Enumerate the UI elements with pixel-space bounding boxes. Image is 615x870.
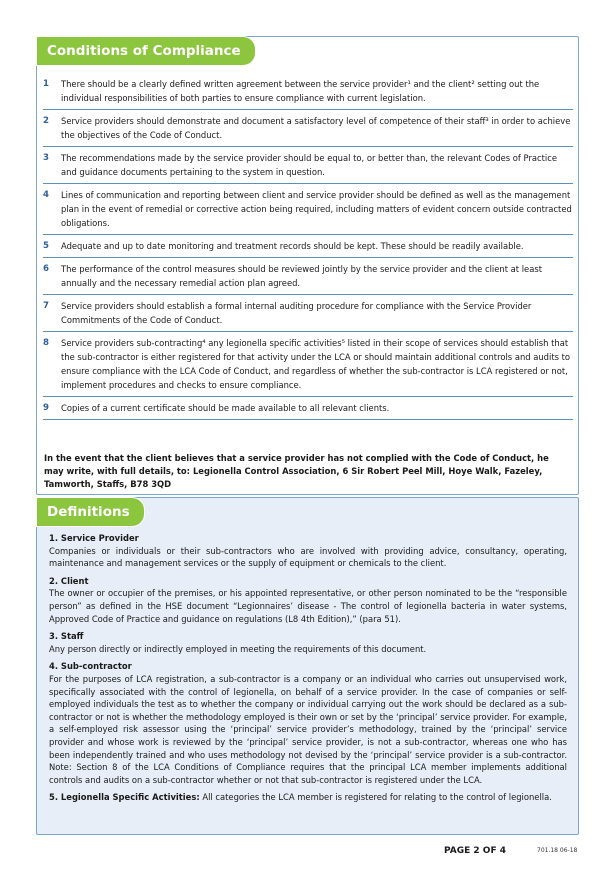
condition-number: 4 xyxy=(43,190,49,200)
page-number: PAGE 2 OF 4 xyxy=(444,846,506,856)
condition-text: Lines of communication and reporting between client and service provider should be defined as well as the management plan in the event of remedial or corrective action being required, including matters of evident concern outside contracted obligations. xyxy=(61,190,572,228)
condition-text: The recommendations made by the service provider should be equal to, or better than, the relevant Codes of Practice and guidance documents pertaining to the system in question. xyxy=(61,153,557,177)
condition-number: 2 xyxy=(43,116,49,126)
condition-text: Service providers sub-contracting⁴ any legionella specific activities⁵ listed in their scope of services should establish that the sub-contractor is either registered for that activity under the LCA or should maintain additional controls and audits to ensure compliance with the LCA Code of Conduct, and regardless of whether the sub-contractor is LCA registered or not, implement procedures and checks to ensure compliance. xyxy=(61,338,571,390)
condition-text: Service providers should demonstrate and document a satisfactory level of competence of their staff³ in order to achieve the objectives of the Code of Conduct. xyxy=(61,116,571,140)
condition-number: 6 xyxy=(43,264,49,274)
definition-item xyxy=(49,532,567,570)
condition-text: Adequate and up to date monitoring and treatment records should be kept. These should be readily available. xyxy=(61,241,524,251)
definition-body: Any person directly or indirectly employed in meeting the requirements of this document. xyxy=(49,643,427,654)
condition-number: 8 xyxy=(43,338,49,348)
condition-item xyxy=(43,295,573,332)
definition-item xyxy=(49,791,567,804)
condition-text: The performance of the control measures should be reviewed jointly by the service provider and the client at least annually and the necessary remedial action plan agreed. xyxy=(61,264,542,288)
condition-number: 3 xyxy=(43,153,49,163)
compliance-heading: Conditions of Compliance xyxy=(36,36,256,66)
definition-title: 3. Staff xyxy=(49,631,84,642)
definitions-list xyxy=(49,532,567,809)
condition-item xyxy=(43,258,573,295)
condition-text: There should be a clearly defined written agreement between the service provider¹ and the client² setting out the individual responsibilities of both parties to ensure compliance with current legislation. xyxy=(61,79,540,103)
compliance-list xyxy=(43,73,573,420)
definition-body: Companies or individuals or their sub-contractors who are involved with providing advice, consultancy, operating, maintenance and management services or the supply of equipment or chemicals to the client. xyxy=(49,545,567,569)
definition-title: 1. Service Provider xyxy=(49,533,139,543)
condition-item xyxy=(43,110,573,147)
condition-text: Copies of a current certificate should be made available to all relevant clients. xyxy=(61,403,390,413)
condition-item xyxy=(43,397,573,420)
definition-title: 4. Sub-contractor xyxy=(49,661,132,672)
condition-item xyxy=(43,73,573,110)
condition-text: Service providers should establish a formal internal auditing procedure for compliance with the Service Provider Commitments of the Code of Conduct. xyxy=(61,301,532,325)
condition-number: 5 xyxy=(43,241,49,251)
definition-title: 2. Client xyxy=(49,575,89,586)
condition-item xyxy=(43,235,573,258)
condition-number: 1 xyxy=(43,79,49,89)
condition-item xyxy=(43,332,573,397)
definition-item xyxy=(49,630,567,655)
condition-number: 9 xyxy=(43,403,49,413)
definitions-section xyxy=(36,497,579,835)
definition-item xyxy=(49,575,567,625)
complaint-note: In the event that the client believes that a service provider has not complied with the Code of Conduct, he may write, with full details, to: Legionella Control Association, 6 Sir Robert Peel Mill, Hoye Walk, Fazeley, Tamworth, Staffs, B78 3QD xyxy=(44,453,549,489)
definition-body: For the purposes of LCA registration, a sub-contractor is a company or an individual who carries out unsupervised work, specifically associated with the control of legionella, on behalf of a service provider. In the case of companies or self-employed individuals the test as to whether the company or individual carrying out the work should be declared as a sub-contractor or not is whether the methodology employed is their own or set by the ‘principal’ service provider. For example, a self-employed risk assessor using the ‘principal’ service provider’s methodology, trained by the ‘principal’ service provider and whose work is reviewed by the ‘principal’ service provider, is not a sub-contractor, whereas one who has been independently trained and who uses methodology not devised by the ‘principal’ service provider is a sub-contractor. Note: Section 8 of the LCA Conditions of Compliance requires that the principal LCA member implements additional controls and audits on a sub-contractor whether or not that sub-contractor is registered under the LCA. xyxy=(49,673,567,785)
document-code: 701.18 06-18 xyxy=(537,847,578,854)
condition-number: 7 xyxy=(43,301,49,311)
condition-item xyxy=(43,147,573,184)
definitions-heading: Definitions xyxy=(36,497,145,527)
condition-item xyxy=(43,184,573,235)
compliance-section xyxy=(36,36,579,495)
definition-title: 5. Legionella Specific Activities: xyxy=(49,792,200,803)
definition-item xyxy=(49,660,567,786)
definition-body: The owner or occupier of the premises, or his appointed representative, or other person nominated to be the “responsible person” as defined in the HSE document “Legionnaires’ disease - The control of legionella bacteria in water systems, Approved Code of Practice and guidance on regulations (L8 4th Edition),” (para 51). xyxy=(49,588,567,624)
definition-body: All categories the LCA member is registered for relating to the control of legionella. xyxy=(199,792,552,803)
